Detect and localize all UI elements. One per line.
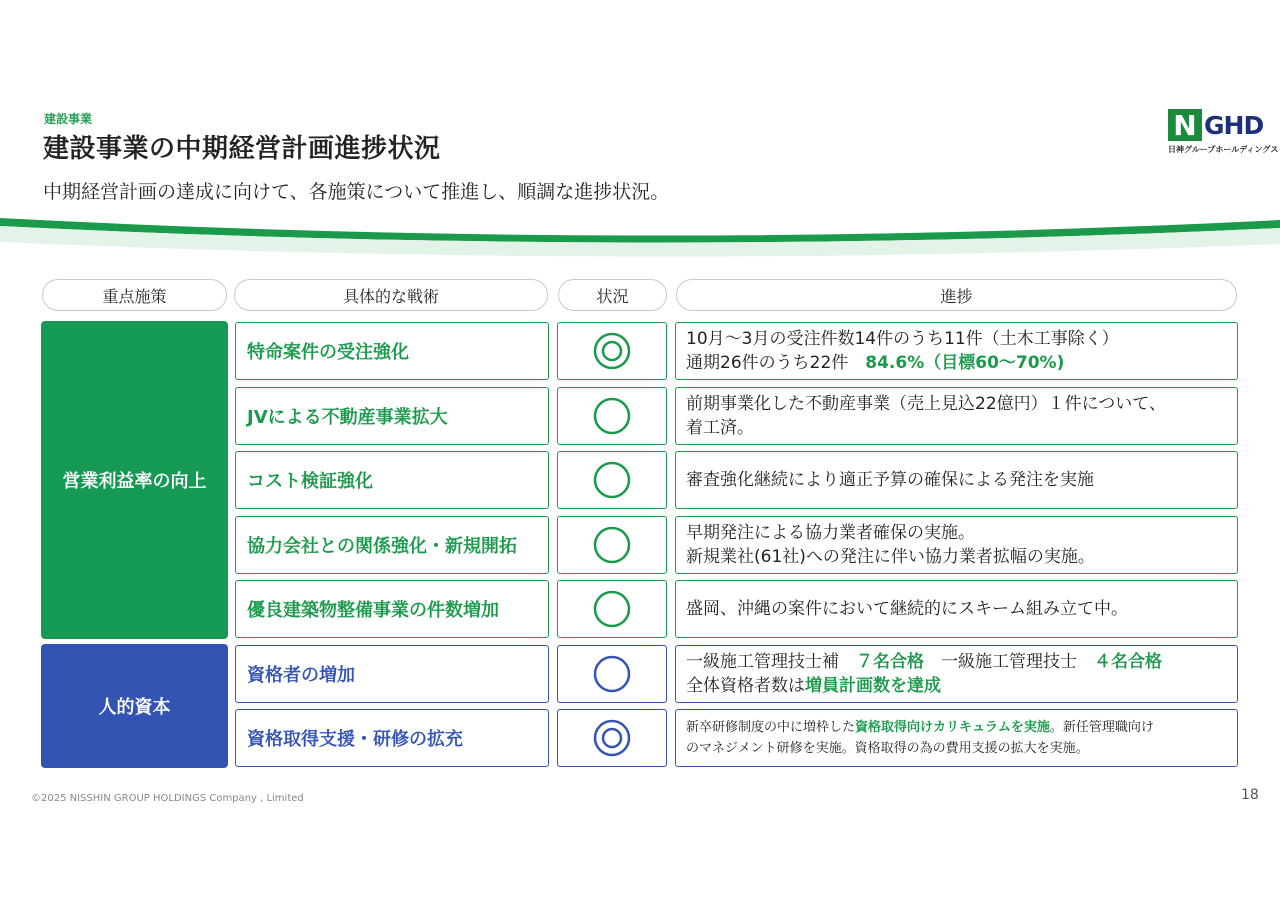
progress-text: 審査強化継続により適正予算の確保による発注を実施	[686, 470, 1094, 490]
progress-line	[686, 351, 1227, 375]
double-circle-icon	[592, 331, 632, 371]
tactic-cell: コスト検証強化	[235, 451, 549, 509]
status-cell	[557, 709, 667, 767]
copyright: ©2025 NISSHIN GROUP HOLDINGS Company , Limited	[31, 793, 304, 804]
logo-ghd-text: GHD	[1204, 111, 1264, 140]
progress-highlight: ４名合格	[1094, 652, 1162, 672]
progress-text: のマネジメント研修を実施。資格取得の為の費用支援の拡大を実施。	[686, 741, 1089, 756]
progress-text: 早期発注による協力業者確保の実施。	[686, 523, 975, 543]
column-header: 具体的な戦術	[234, 279, 548, 311]
status-cell	[557, 451, 667, 509]
progress-cell	[675, 322, 1238, 380]
circle-icon	[592, 589, 632, 629]
progress-line	[686, 416, 1227, 440]
status-cell	[557, 645, 667, 703]
progress-highlight: 増員計画数を達成	[805, 676, 941, 696]
progress-cell	[675, 451, 1238, 509]
progress-text: 全体資格者数は	[686, 676, 805, 696]
progress-line	[686, 738, 1227, 759]
progress-line	[686, 650, 1227, 674]
status-cell	[557, 387, 667, 445]
progress-text: 盛岡、沖縄の案件において継続的にスキーム組み立て中。	[686, 599, 1128, 619]
progress-text: 一級施工管理技士	[924, 652, 1094, 672]
progress-highlight: 資格取得向けカリキュラムを実施	[855, 720, 1050, 735]
focus-measure-block: 営業利益率の向上	[41, 321, 228, 639]
progress-text: 10月～3月の受注件数14件のうち11件（土木工事除く）	[686, 329, 1119, 349]
focus-measure-block: 人的資本	[41, 644, 228, 769]
progress-text: 新卒研修制度の中に増枠した	[686, 720, 856, 735]
progress-line	[686, 521, 1227, 545]
progress-text: 。新任管理職向け	[1049, 720, 1154, 735]
progress-text: 一級施工管理技士補	[686, 652, 856, 672]
circle-icon	[592, 396, 632, 436]
decorative-green-band	[0, 212, 1280, 262]
tactic-cell: JVによる不動産事業拡大	[235, 387, 549, 445]
progress-cell	[675, 709, 1238, 767]
progress-text: 通期26件のうち22件	[686, 353, 866, 373]
double-circle-icon	[592, 718, 632, 758]
progress-line	[686, 327, 1227, 351]
progress-line	[686, 468, 1094, 492]
column-header: 重点施策	[42, 279, 227, 311]
circle-icon	[592, 654, 632, 694]
progress-highlight: ７名合格	[856, 652, 924, 672]
progress-line	[686, 597, 1128, 621]
circle-icon	[592, 525, 632, 565]
status-cell	[557, 516, 667, 574]
progress-line	[686, 392, 1227, 416]
column-header: 状況	[558, 279, 667, 311]
page-number: 18	[1241, 787, 1259, 803]
status-cell	[557, 580, 667, 638]
tactic-cell: 資格取得支援・研修の拡充	[235, 709, 549, 767]
section-category: 建設事業	[44, 112, 93, 126]
progress-text: 新規業社(61社)への発注に伴い協力業者拡幅の実施。	[686, 547, 1095, 567]
progress-cell	[675, 645, 1238, 703]
progress-cell	[675, 580, 1238, 638]
progress-line	[686, 717, 1227, 738]
page-title: 建設事業の中期経営計画進捗状況	[43, 134, 441, 164]
tactic-cell: 特命案件の受注強化	[235, 322, 549, 380]
tactic-cell: 優良建築物整備事業の件数増加	[235, 580, 549, 638]
column-header: 進捗	[676, 279, 1237, 311]
progress-highlight: 84.6%（目標60～70%)	[865, 353, 1065, 373]
page-subtitle: 中期経営計画の達成に向けて、各施策について推進し、順調な進捗状況。	[43, 181, 670, 203]
status-cell	[557, 322, 667, 380]
progress-text: 着工済。	[686, 418, 754, 438]
progress-text: 前期事業化した不動産事業（売上見込22億円）１件について、	[686, 394, 1166, 414]
tactic-cell: 資格者の増加	[235, 645, 549, 703]
tactic-cell: 協力会社との関係強化・新規開拓	[235, 516, 549, 574]
progress-cell	[675, 387, 1238, 445]
progress-line	[686, 674, 1227, 698]
progress-line	[686, 545, 1227, 569]
logo-n-mark: N	[1168, 109, 1202, 141]
progress-cell	[675, 516, 1238, 574]
company-logo	[1168, 107, 1279, 155]
circle-icon	[592, 460, 632, 500]
logo-subtext: 日神グループホールディングス	[1168, 145, 1279, 154]
